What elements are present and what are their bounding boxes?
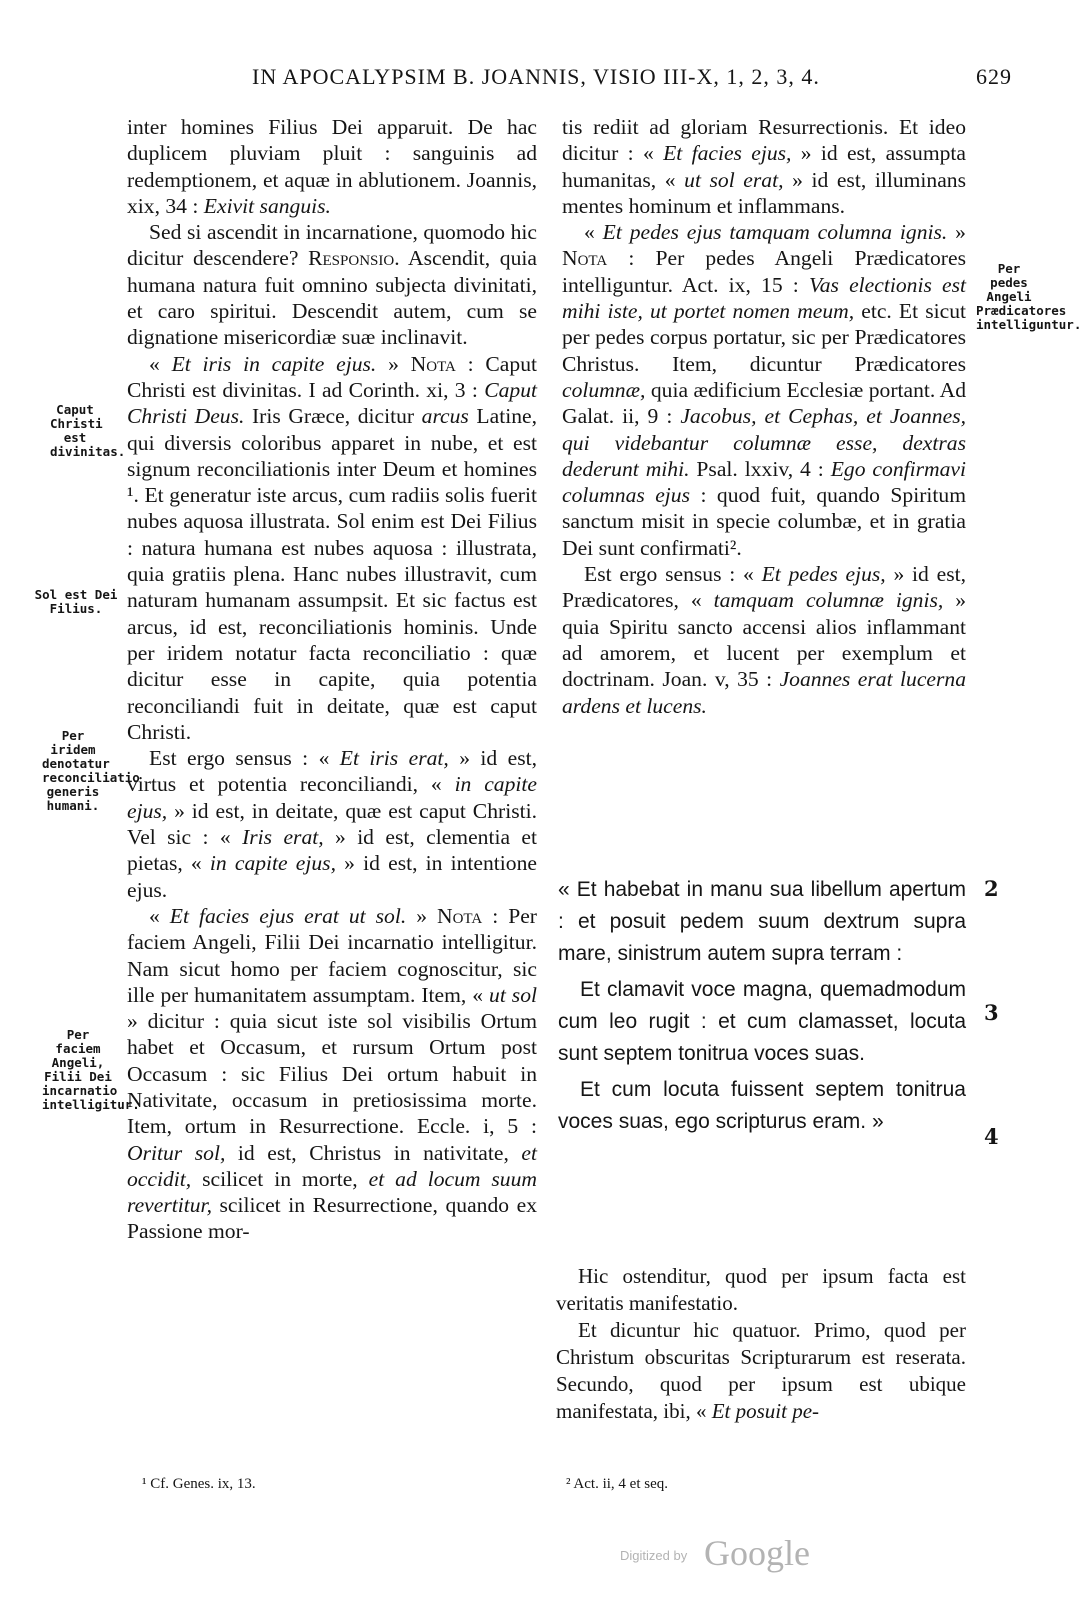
- page-number: 629: [976, 64, 1012, 89]
- google-logo: Google: [704, 1533, 810, 1573]
- margin-note-facies: Per faciem Angeli, Filii Dei incarnatio intelligitur.: [42, 1027, 140, 1112]
- paragraph: Hic ostenditur, quod per ipsum facta est veritatis manifestatio.: [556, 1264, 966, 1315]
- digitized-by-label: Digitized by: [620, 1548, 688, 1563]
- right-column: [562, 114, 966, 719]
- margin-note-pedes: Per pedes Angeli Prædicatores intelliguntur.: [976, 261, 1081, 332]
- paragraph: « Et pedes ejus tamquam columna ignis. » Nota : Per pedes Angeli Prædicatores intelliguntur. Act. ix, 15 : Vas electionis est mihi iste, ut portet nomen meum, etc. Et sicut per pedes corpus portatur, sic per Prædicatores Christus. Item, dicuntur Prædicatores columnæ, quia ædificium Ecclesiæ portant. Ad Galat. ii, 9 : Jacobus, et Cephas, et Joannes, qui videbantur columnæ esse, dextras dederunt mihi. Psal. lxxiv, 4 : Ego confirmavi columnas ejus : quod fuit, quando Spiritum sanctum misit in specie columbæ, et in gratia Dei sunt confirmati².: [562, 220, 966, 560]
- paragraph: tis rediit ad gloriam Resurrectionis. Et ideo dicitur : « Et facies ejus, » id est, assumpta humanitas, « ut sol erat, » id est, illuminans mentes hominum et inflammans.: [562, 115, 966, 218]
- paragraph: Et dicuntur hic quatuor. Primo, quod per Christum obscuritas Scripturarum est reserata. Secundo, quod per ipsum est ubique manifestata, ibi, « Et posuit pe-: [556, 1318, 966, 1423]
- paragraph: Est ergo sensus : « Et iris erat, » id est, virtus et potentia reconciliandi, « in capite ejus, » id est, in deitate, quæ est caput Christi. Vel sic : « Iris erat, » id est, clementia et pietas, « in capite ejus, » id est, in intentione ejus.: [127, 746, 538, 902]
- verse-4: Et cum locuta fuissent septem tonitrua voces suas, ego scripturus eram. »: [558, 1078, 966, 1133]
- running-header: [252, 64, 1012, 94]
- paragraph: inter homines Filius Dei apparuit. De hac duplicem pluviam pluit : sanguinis ad redemptionem, et aquæ in ablutionem. Joannis, xix, 34 : Exivit sanguis.: [127, 115, 537, 218]
- verse-3: Et clamavit voce magna, quemadmodum cum leo rugit : et cum clamasset, locuta sunt septem tonitrua voces suas.: [558, 978, 966, 1065]
- paragraph: Sed si ascendit in incarnatione, quomodo hic dicitur descendere? Responsio. Ascendit, quia humana natura fuit omnino subjecta divinitati, et caro spiritui. Descendit autem, cum se dignatione misericordiæ suæ inclinavit.: [127, 220, 537, 350]
- margin-note-iris: Per iridem denotatur reconciliatio generis humani.: [42, 728, 140, 813]
- paragraph: « Et iris in capite ejus. » Nota : Caput Christi est divinitas. I ad Corinth. xi, 3 : Caput Christi Deus. Iris Græce, dicitur arcus Latine, qui diversis coloribus apparet in nube, et est signum reconciliationis inter Deum et homines ¹. Et generatur iste arcus, cum radiis solis fuerit nubes aquosa illustrata. Sol enim est Dei Filius : natura humana est nubes aquosa : illustrata, quia gratiis plena. Hanc nubes illustravit, cum naturam humanam assumpsit. Et sic factus est arcus, id est, reconciliationis hominis. Unde per iridem notatur facta reconciliatio : quæ dicitur esse in capite, quia potentia reconciliandi fuit in deitate, quæ est caput Christi.: [127, 351, 537, 744]
- verse-2: « Et habebat in manu sua libellum apertum : et posuit pedem suum dextrum supra mare, sinistrum autem supra terram :: [558, 878, 966, 965]
- verse-number-4: 4: [984, 1124, 999, 1149]
- paragraph: « Et facies ejus erat ut sol. » Nota : Per faciem Angeli, Filii Dei incarnatio intelligitur. Nam sicut homo per faciem cognoscitur, sic ille per humanitatem assumptam. Item, « ut sol » dicitur : quia sicut iste sol visibilis Ortum habet et Occasum, et rursum Ortum post Occasum : sic Filius Dei ortum habuit in Nativitate, occasum in pretiosissima morte. Item, ortum in Resurrectione. Eccle. i, 5 : Oritur sol, id est, Christus in nativitate, et occidit, scilicet in morte, et ad locum suum revertitur, scilicet in Resurrectione, quando ex Passione mor-: [127, 903, 537, 1244]
- footnote-1: ¹ Cf. Genes. ix, 13.: [142, 1476, 256, 1492]
- running-title: IN APOCALYPSIM B. JOANNIS, VISIO III-X, 1, 2, 3, 4.: [252, 64, 820, 89]
- paragraph: Est ergo sensus : « Et pedes ejus, » id est, Prædicatores, « tamquam columnæ ignis, » quia Spiritu sancto accensi alios inflammant ad amorem, et lucent per exemplum et doctrinam. Joan. v, 35 : Joannes erat lucerna ardens et lucens.: [562, 562, 966, 718]
- commentary: [556, 1263, 966, 1425]
- margin-note-sol: Sol est Dei Filius.: [34, 587, 118, 616]
- verse-number-2: 2: [984, 876, 999, 901]
- footnote-2: ² Act. ii, 4 et seq.: [566, 1476, 668, 1492]
- google-watermark: [620, 1532, 840, 1572]
- margin-note-caput: Caput Christi est divinitas.: [50, 402, 126, 459]
- verse-number-3: 3: [984, 1000, 999, 1025]
- left-column: [127, 114, 537, 1245]
- scripture-verses: [558, 874, 966, 1142]
